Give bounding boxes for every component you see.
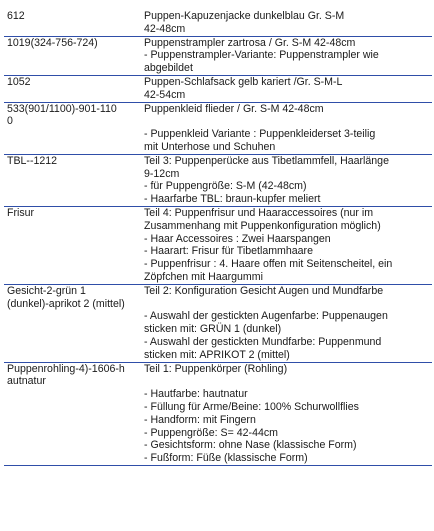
- blank-line: [144, 375, 430, 388]
- item-description: [141, 206, 432, 284]
- description-line: mit Unterhose und Schuhen: [144, 140, 276, 153]
- table-row: [4, 0, 432, 36]
- table-row: [4, 36, 432, 75]
- description-line: 9-12cm: [144, 167, 180, 180]
- item-code: Frisur: [4, 206, 141, 284]
- description-line: - Puppengröße: S= 42-44cm: [144, 426, 278, 439]
- description-line: sticken mit: APRIKOT 2 (mittel): [144, 348, 290, 361]
- item-code: 1019(324-756-724): [4, 36, 141, 75]
- table-row: [4, 154, 432, 206]
- description-line: Puppen-Schlafsack gelb kariert /Gr. S-M-L: [144, 75, 343, 88]
- description-line: - Haarfarbe TBL: braun-kupfer meliert: [144, 193, 321, 206]
- blank-line: [144, 298, 430, 311]
- item-code: 1052: [4, 75, 141, 102]
- item-description: [141, 284, 432, 362]
- order-items-body: [4, 0, 432, 465]
- item-code: 612: [4, 0, 141, 36]
- description-line: - Gesichtsform: ohne Nase (klassische Form): [144, 439, 357, 452]
- item-code: Gesicht-2-grün 1 (dunkel)-aprikot 2 (mittel): [4, 284, 141, 362]
- description-line: sticken mit: GRÜN 1 (dunkel): [144, 323, 282, 336]
- item-code: TBL--1212: [4, 154, 141, 206]
- description-line: - Füllung für Arme/Beine: 100% Schurwollflies: [144, 400, 359, 413]
- item-description: [141, 75, 432, 102]
- description-line: Puppenstrampler zartrosa / Gr. S-M 42-48cm: [144, 36, 356, 49]
- description-line: 42-54cm: [144, 88, 186, 101]
- description-line: - Haarart: Frisur für Tibetlammhaare: [144, 245, 313, 258]
- description-line: Teil 3: Puppenperücke aus Tibetlammfell, Haarlänge: [144, 154, 389, 167]
- item-description: [141, 362, 432, 465]
- item-description: [141, 154, 432, 206]
- item-code: 533(901/1100)-901-110 0: [4, 102, 141, 154]
- description-line: - Puppenstrampler-Variante: Puppenstrampler wie: [144, 49, 379, 62]
- description-line: - Auswahl der gestickten Mundfarbe: Puppenmund: [144, 335, 382, 348]
- description-line: Teil 2: Konfiguration Gesicht Augen und Mundfarbe: [144, 284, 384, 297]
- description-line: Teil 1: Puppenkörper (Rohling): [144, 362, 288, 375]
- item-description: [141, 102, 432, 154]
- description-line: 42-48cm: [144, 22, 186, 35]
- item-code: Puppenrohling-4)-1606-h autnatur: [4, 362, 141, 465]
- order-items-table: [4, 0, 432, 466]
- description-line: Zusammenhang mit Puppenkonfiguration möglich): [144, 219, 381, 232]
- description-line: abgebildet: [144, 62, 193, 75]
- description-line: - Puppenkleid Variante : Puppenkleiderset 3-teilig: [144, 128, 376, 141]
- description-line: - Puppenfrisur : 4. Haare offen mit Seitenscheitel, ein: [144, 258, 393, 271]
- table-row: [4, 102, 432, 154]
- item-description: [141, 36, 432, 75]
- table-row: [4, 362, 432, 465]
- table-row: [4, 284, 432, 362]
- description-line: - Haar Accessoires : Zwei Haarspangen: [144, 232, 331, 245]
- table-row: [4, 75, 432, 102]
- description-line: Puppen-Kapuzenjacke dunkelblau Gr. S-M: [144, 10, 345, 22]
- description-line: - für Puppengröße: S-M (42-48cm): [144, 180, 307, 193]
- description-line: - Hautfarbe: hautnatur: [144, 388, 248, 401]
- description-line: - Handform: mit Fingern: [144, 413, 256, 426]
- description-line: - Auswahl der gestickten Augenfarbe: Puppenaugen: [144, 310, 388, 323]
- description-line: Zöpfchen mit Haargummi: [144, 270, 263, 283]
- description-line: Teil 4: Puppenfrisur und Haaraccessoires (nur im: [144, 206, 374, 219]
- description-line: Puppenkleid flieder / Gr. S-M 42-48cm: [144, 102, 324, 115]
- table-row: [4, 206, 432, 284]
- item-description: [141, 0, 432, 36]
- blank-line: [144, 115, 430, 128]
- description-line: - Fußform: Füße (klassische Form): [144, 452, 308, 465]
